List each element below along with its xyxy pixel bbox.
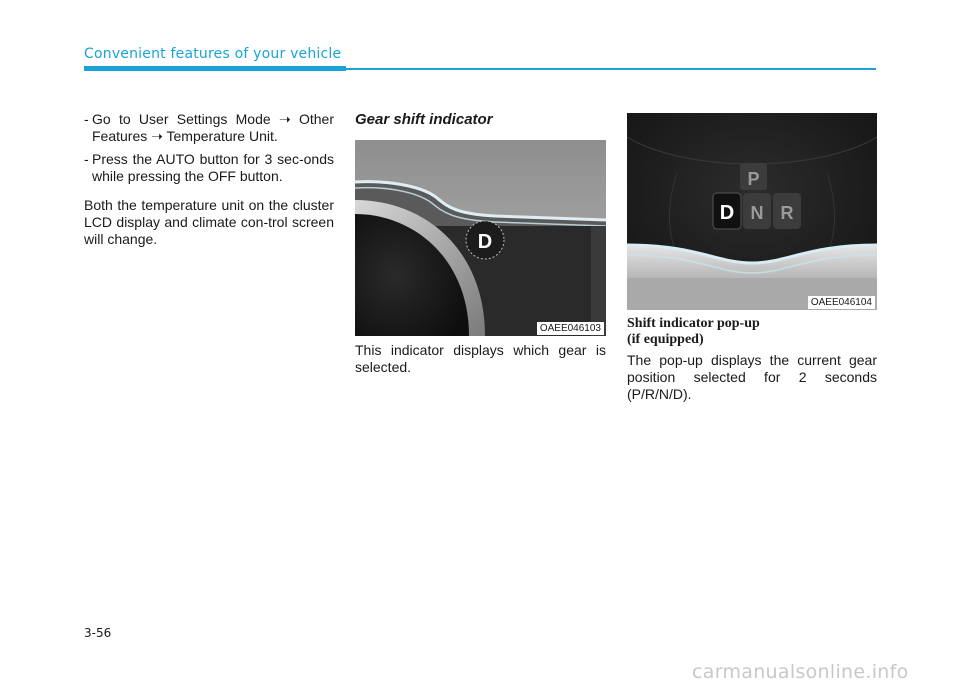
bullet-text: Press the AUTO button for 3 sec-onds while pressing the OFF button. bbox=[92, 151, 334, 184]
subsection-qualifier: (if equipped) bbox=[627, 332, 704, 347]
figure-label: OAEE046103 bbox=[537, 322, 604, 335]
bullet-dash: - bbox=[84, 151, 89, 167]
figure-label: OAEE046104 bbox=[808, 296, 875, 309]
gear-letter: D bbox=[477, 231, 493, 253]
gear-indicator-description: This indicator displays which gear is selected. bbox=[355, 342, 606, 375]
bullet-text: Go to User Settings Mode ➝ Other Features ➝ Temperature Unit. bbox=[92, 111, 334, 144]
bullet-dash: - bbox=[84, 111, 89, 127]
gear-n: N bbox=[750, 203, 764, 223]
paragraph: Both the temperature unit on the cluster LCD display and climate con-trol screen will change. bbox=[84, 197, 334, 247]
shift-popup-illustration bbox=[627, 113, 877, 310]
gear-p: P bbox=[747, 169, 760, 189]
gear-r: R bbox=[780, 203, 794, 223]
column-middle bbox=[355, 111, 606, 128]
cluster-illustration bbox=[355, 140, 606, 336]
list-item bbox=[84, 151, 334, 185]
header-bar bbox=[84, 66, 346, 71]
page-number: 3-56 bbox=[84, 626, 112, 640]
gear-indicator-figure bbox=[355, 140, 606, 336]
watermark: carmanualsonline.info bbox=[692, 661, 909, 683]
subsection-title: Shift indicator pop-up bbox=[627, 316, 760, 331]
section-title: Gear shift indicator bbox=[355, 111, 493, 128]
gear-d: D bbox=[719, 202, 735, 224]
list-item bbox=[84, 111, 334, 145]
shift-popup-description: The pop-up displays the current gear position selected for 2 seconds (P/R/N/D). bbox=[627, 352, 877, 402]
column-right bbox=[627, 316, 877, 403]
header-rule bbox=[346, 68, 876, 70]
section-header: Convenient features of your vehicle bbox=[84, 46, 342, 62]
shift-popup-figure bbox=[627, 113, 877, 310]
column-left bbox=[84, 111, 334, 248]
